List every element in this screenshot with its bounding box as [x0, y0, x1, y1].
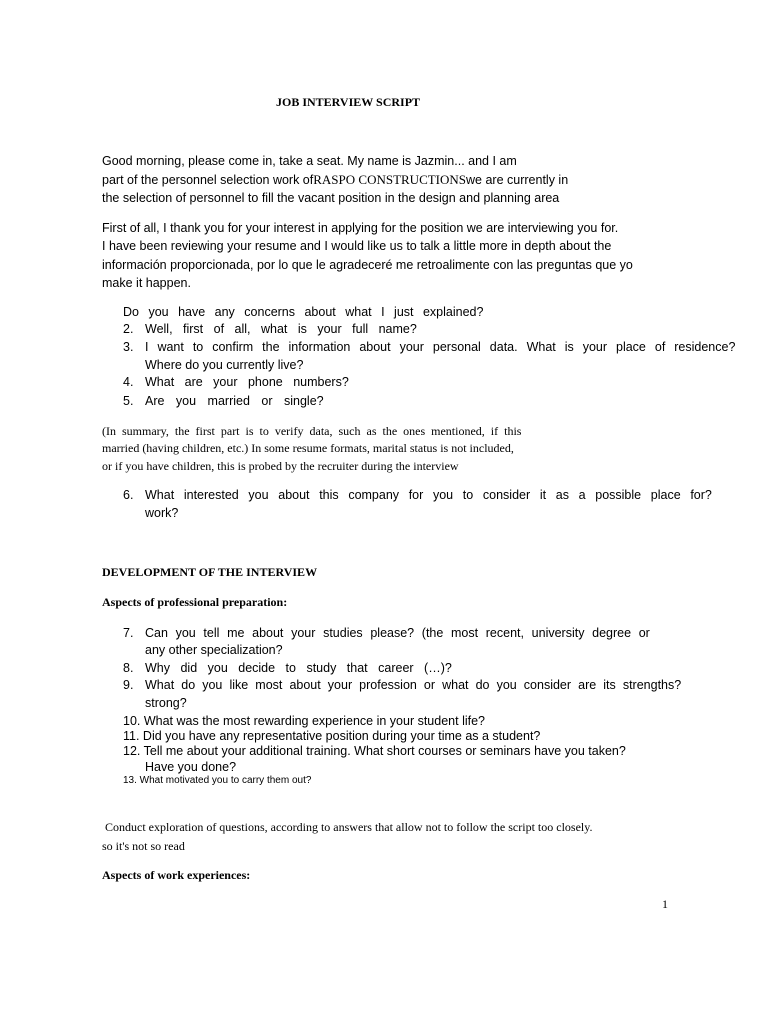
list-number-3: 3.	[123, 340, 134, 354]
note-line-2: married (having children, etc.) In some resume formats, marital status is not included,	[102, 441, 514, 455]
list-item-9: What do you like most about your profession or what do you consider are its strengths?	[145, 678, 682, 692]
list-item-0: Do you have any concerns about what I just explained?	[123, 305, 484, 319]
list-item-7: Can you tell me about your studies please? (the most recent, university degree or	[145, 626, 650, 640]
list-number-2: 2.	[123, 322, 134, 336]
list-item-9-cont: strong?	[145, 696, 187, 710]
intro-line-3: the selection of personnel to fill the vacant position in the design and planning area	[102, 191, 560, 205]
list-item-10: 10. What was the most rewarding experience in your student life?	[123, 714, 485, 728]
note-line-3: or if you have children, this is probed by the recruiter during the interview	[102, 459, 459, 473]
para2-line-1: First of all, I thank you for your interest in applying for the position we are interviewing you for.	[102, 221, 619, 235]
list-item-6-cont: work?	[145, 506, 179, 520]
intro-line-1: Good morning, please come in, take a seat. My name is Jazmin... and I am	[102, 154, 517, 168]
list-item-7-cont: any other specialization?	[145, 643, 283, 657]
list-item-11: 11. Did you have any representative position during your time as a student?	[123, 729, 541, 743]
list-item-2: Well, first of all, what is your full name?	[145, 322, 417, 336]
conduct-line-2: so it's not so read	[102, 839, 185, 853]
intro-line-2a: part of the personnel selection work of	[102, 173, 314, 187]
list-item-4: What are your phone numbers?	[145, 375, 349, 389]
list-item-12-cont: Have you done?	[145, 760, 237, 774]
list-number-7: 7.	[123, 626, 134, 640]
list-number-9: 9.	[123, 678, 134, 692]
document-title: JOB INTERVIEW SCRIPT	[276, 95, 421, 109]
list-number-5: 5.	[123, 394, 134, 408]
list-number-6: 6.	[123, 488, 134, 502]
list-item-3: I want to confirm the information about your personal data. What is your place of residence?	[145, 340, 736, 354]
list-item-5: Are you married or single?	[145, 394, 324, 408]
intro-line-2	[102, 173, 568, 187]
section-heading: DEVELOPMENT OF THE INTERVIEW	[102, 565, 318, 579]
list-item-13: 13. What motivated you to carry them out?	[123, 775, 312, 786]
list-number-8: 8.	[123, 661, 134, 675]
conduct-line-1: Conduct exploration of questions, according to answers that allow not to follow the script too closely.	[105, 820, 593, 834]
para2-line-2: I have been reviewing your resume and I would like us to talk a little more in depth about the	[102, 239, 612, 253]
company-name: RASPO CONSTRUCTIONS	[313, 172, 467, 187]
para2-line-4: make it happen.	[102, 276, 191, 290]
list-item-12: 12. Tell me about your additional training. What short courses or seminars have you taken?	[123, 744, 626, 758]
list-number-4: 4.	[123, 375, 134, 389]
note-line-1: (In summary, the first part is to verify data, such as the ones mentioned, if this	[102, 424, 522, 438]
list-item-3-cont: Where do you currently live?	[145, 358, 304, 372]
list-item-8: Why did you decide to study that career (…)?	[145, 661, 452, 675]
page-number: 1	[662, 897, 668, 911]
para2-line-3: información proporcionada, por lo que le agradeceré me retroalimente con las preguntas que yo	[102, 258, 633, 272]
sub-heading-work: Aspects of work experiences:	[102, 868, 251, 882]
sub-heading-professional: Aspects of professional preparation:	[102, 595, 288, 609]
list-item-6: What interested you about this company for you to consider it as a possible place for?	[145, 488, 712, 502]
intro-line-2b: we are currently in	[466, 173, 569, 187]
